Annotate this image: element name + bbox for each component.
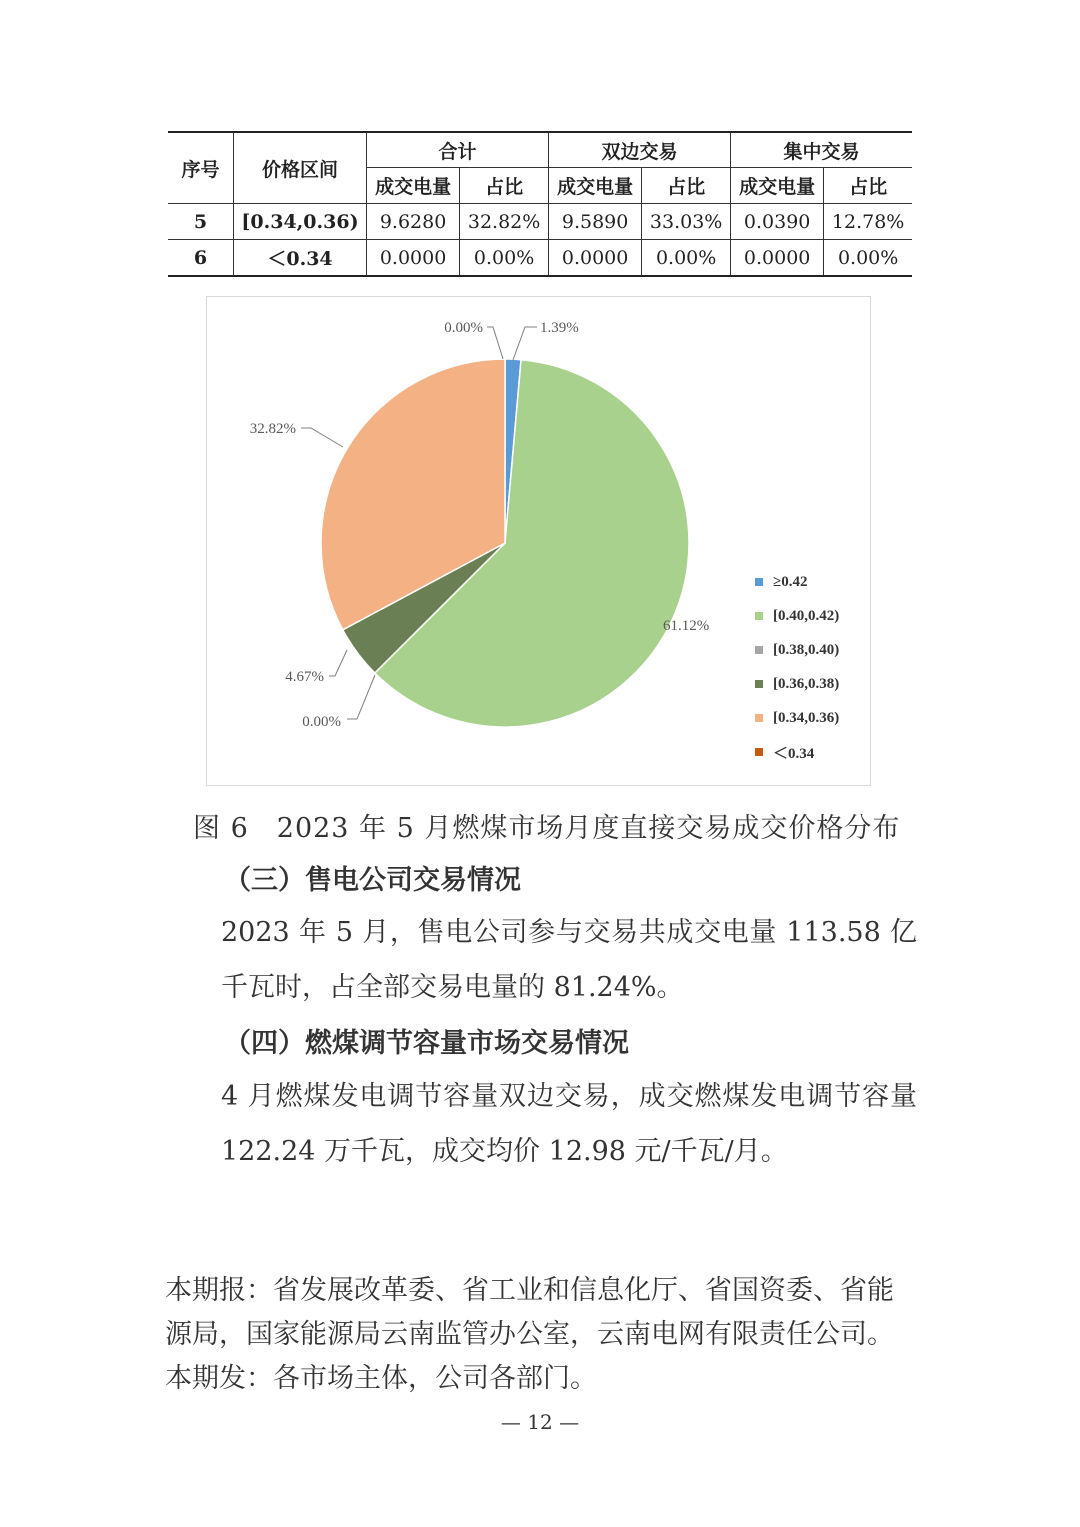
table-row: [168, 204, 912, 240]
legend-item: [755, 667, 839, 701]
cell-centralized-share: 12.78%: [824, 204, 912, 240]
data-label: 61.12%: [663, 618, 710, 634]
legend-label: [0.34,0.36): [773, 709, 840, 726]
cell-centralized-share: 0.00%: [824, 240, 912, 277]
legend-label: ＜0.34: [773, 745, 815, 762]
header-centralized: 集中交易: [731, 132, 912, 168]
legend-swatch: [755, 714, 763, 722]
table-row: [168, 240, 912, 277]
legend-swatch: [755, 680, 763, 688]
legend-item: [755, 735, 839, 769]
cell-seq: 5: [168, 204, 234, 240]
price-distribution-table: [168, 131, 912, 277]
legend-swatch: [755, 646, 763, 654]
subheader-volume: 成交电量: [549, 168, 642, 204]
leader-line: [329, 650, 347, 676]
header-seq: 序号: [168, 132, 234, 204]
leader-line: [513, 327, 537, 360]
section-heading-3: （三）售电公司交易情况: [224, 865, 521, 896]
chart-legend: [755, 565, 839, 769]
leader-line: [487, 327, 503, 359]
data-label: 32.82%: [249, 421, 296, 437]
section-paragraph-4: [165, 1069, 917, 1179]
subheader-share: 占比: [824, 168, 912, 204]
cell-bilateral-share: 33.03%: [642, 204, 731, 240]
cell-bilateral-share: 0.00%: [642, 240, 731, 277]
cell-bilateral-volume: 0.0000: [549, 240, 642, 277]
page-number: — 12 —: [500, 1410, 580, 1434]
subheader-volume: 成交电量: [367, 168, 460, 204]
header-range: 价格区间: [234, 132, 367, 204]
legend-item: [755, 701, 839, 735]
cell-total-volume: 0.0000: [367, 240, 460, 277]
section-heading-4: （四）燃煤调节容量市场交易情况: [224, 1028, 629, 1059]
paragraph-text: 2023 年 5 月，售电公司参与交易共成交电量 113.58 亿千瓦时，占全部交易电量的 81.24%。: [221, 917, 917, 1003]
data-label: 1.39%: [540, 320, 579, 336]
subheader-volume: 成交电量: [731, 168, 824, 204]
cell-bilateral-volume: 9.5890: [549, 204, 642, 240]
cell-range: [0.34,0.36): [234, 204, 367, 240]
data-label: 4.67%: [285, 669, 324, 685]
legend-label: [0.38,0.40): [773, 641, 840, 658]
cell-seq: 6: [168, 240, 234, 277]
section-paragraph-3: [165, 905, 917, 1015]
paragraph-text: 4 月燃煤发电调节容量双边交易，成交燃煤发电调节容量 122.24 万千瓦，成交均价 12.98 元/千瓦/月。: [221, 1081, 917, 1167]
legend-item: [755, 633, 839, 667]
legend-label: ≥0.42: [773, 573, 808, 590]
cell-centralized-volume: 0.0000: [731, 240, 824, 277]
figure-caption: 图 6 2023 年 5 月燃煤市场月度直接交易成交价格分布: [193, 813, 901, 844]
header-total: 合计: [367, 132, 549, 168]
pie-chart: [206, 296, 871, 786]
subheader-share: 占比: [460, 168, 549, 204]
header-bilateral: 双边交易: [549, 132, 731, 168]
subheader-share: 占比: [642, 168, 731, 204]
legend-item: [755, 565, 839, 599]
leader-line: [301, 428, 343, 447]
cell-total-share: 0.00%: [460, 240, 549, 277]
issue-recipients: 本期发：各市场主体，公司各部门。: [165, 1363, 597, 1394]
legend-swatch: [755, 748, 763, 756]
legend-swatch: [755, 612, 763, 620]
leader-line: [347, 675, 375, 719]
legend-label: [0.36,0.38): [773, 675, 840, 692]
cell-total-volume: 9.6280: [367, 204, 460, 240]
cell-centralized-volume: 0.0390: [731, 204, 824, 240]
data-label: 0.00%: [444, 320, 483, 336]
cell-total-share: 32.82%: [460, 204, 549, 240]
legend-swatch: [755, 578, 763, 586]
data-label: 0.00%: [302, 714, 341, 730]
legend-item: [755, 599, 839, 633]
report-recipients: 本期报：省发展改革委、省工业和信息化厅、省国资委、省能源局，国家能源局云南监管办公室，云南电网有限责任公司。: [165, 1275, 894, 1350]
legend-label: [0.40,0.42): [773, 607, 840, 624]
cell-range: ＜0.34: [234, 240, 367, 277]
